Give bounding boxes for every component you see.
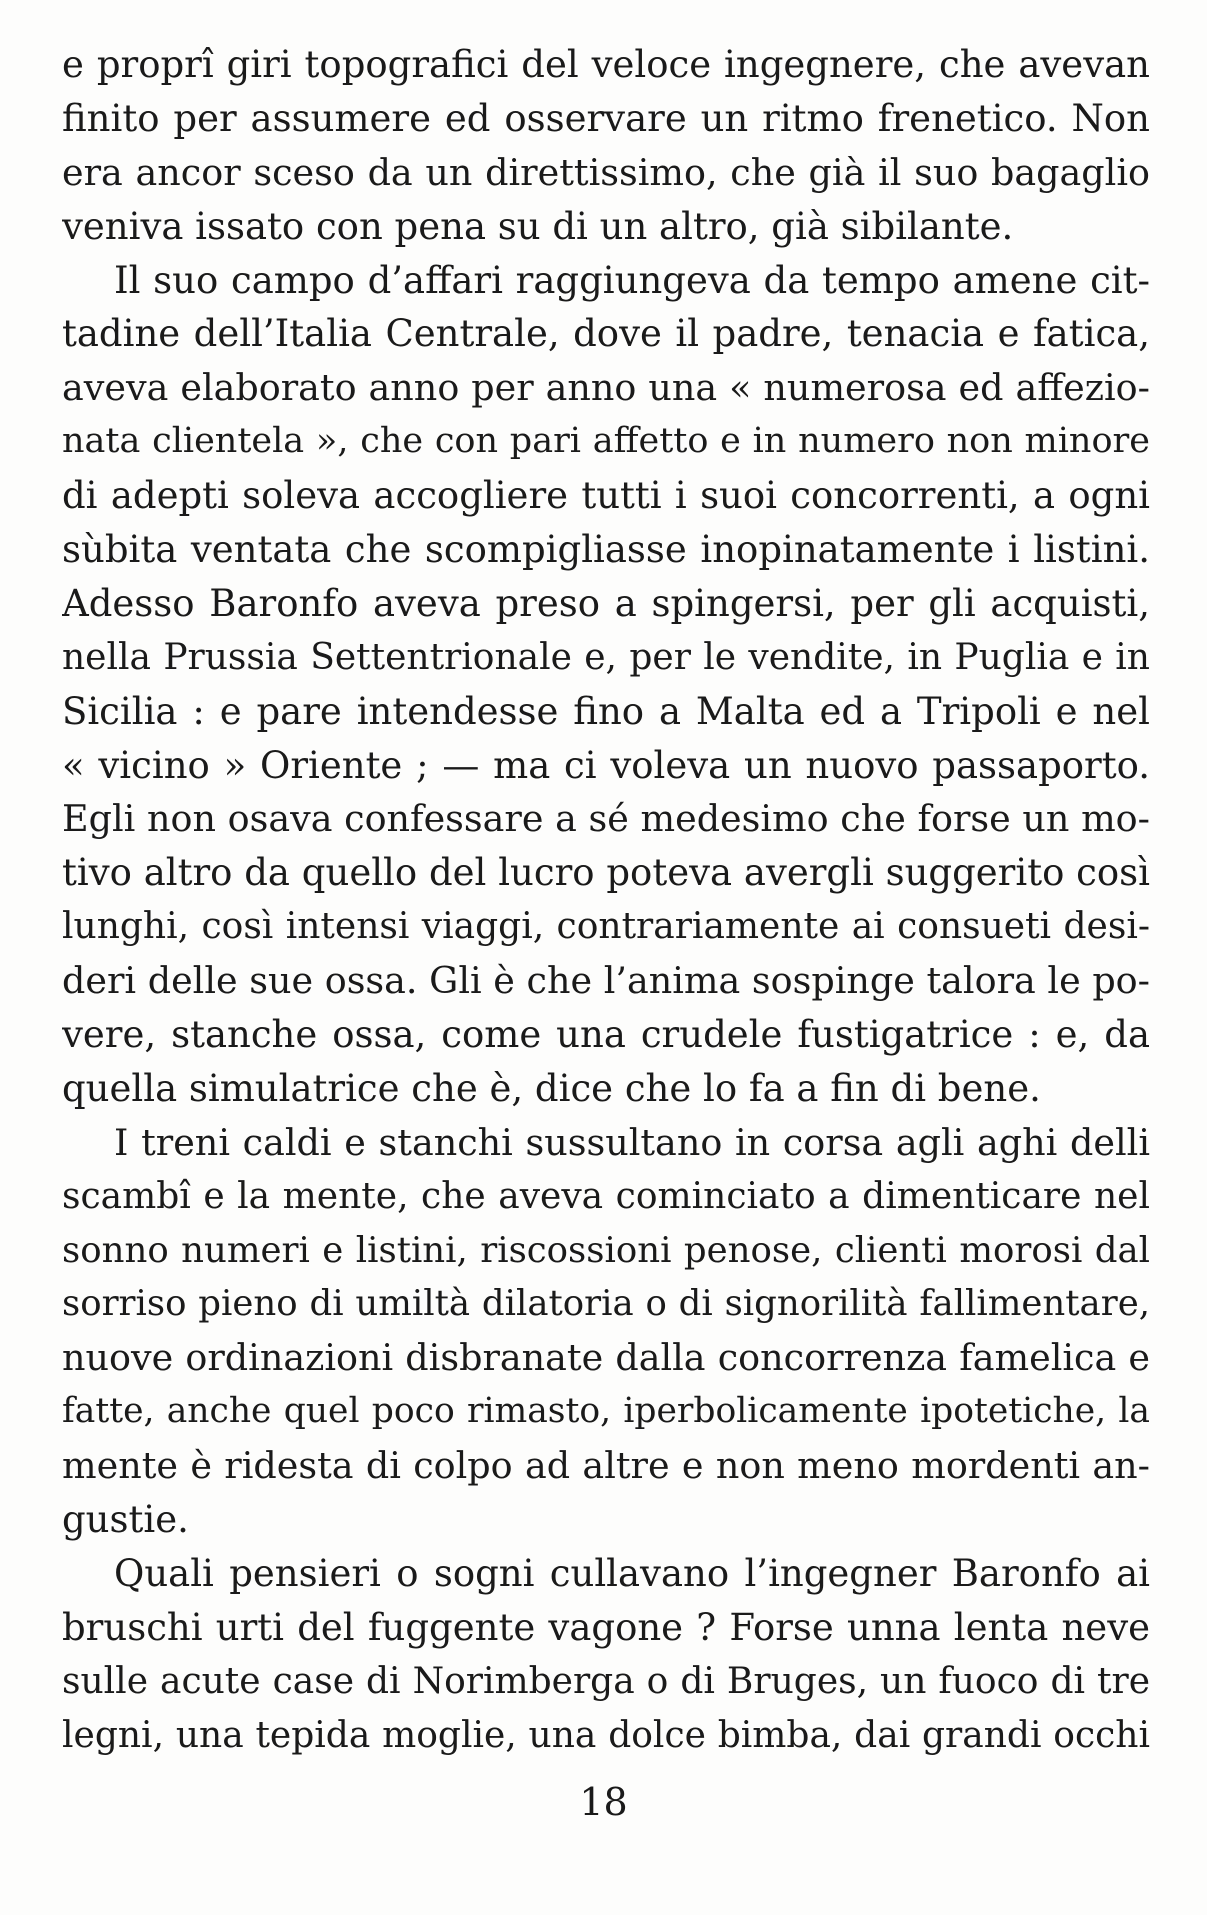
text-line: Sicilia : e pare intendesse fino a Malta ed a Tripoli e nel: [62, 689, 1150, 733]
text-line: scambî e la mente, che aveva cominciato a dimenticare nel: [62, 1175, 1150, 1217]
text-line: « vicino » Oriente ; — ma ci voleva un nuovo passaporto.: [62, 743, 1150, 787]
text-line: aveva elaborato anno per anno una « numerosa ed affezio-: [62, 366, 1150, 410]
text-line: bruschi urti del fuggente vagone ? Forse unna lenta neve: [62, 1605, 1150, 1649]
text-line: nuove ordinazioni disbranate dalla concorrenza famelica e: [62, 1336, 1150, 1380]
text-line: Il suo campo d’affari raggiungeva da tempo amene cit-: [114, 258, 1150, 302]
text-line: sùbita ventata che scompigliasse inopinatamente i listini.: [62, 528, 1150, 572]
text-line: nata clientela », che con pari affetto e in numero non minore: [62, 421, 1150, 462]
text-line: I treni caldi e stanchi sussultano in corsa agli aghi delli: [114, 1120, 1150, 1164]
page-number: 18: [579, 1780, 628, 1824]
text-line: legni, una tepida moglie, una dolce bimba, dai grandi occhi: [62, 1714, 1150, 1756]
text-line: deri delle sue ossa. Gli è che l’anima sospinge talora le po-: [62, 959, 1150, 1003]
text-line: vere, stanche ossa, come una crudele fustigatrice : e, da: [62, 1013, 1150, 1057]
text-line: Adesso Baronfo aveva preso a spingersi, per gli acquisti,: [62, 581, 1150, 625]
text-line: veniva issato con pena su di un altro, già sibilante.: [62, 204, 1014, 248]
text-line: Quali pensieri o sogni cullavano l’ingegner Baronfo ai: [114, 1551, 1150, 1595]
text-line: fatte, anche quel poco rimasto, iperbolicamente ipotetiche, la: [62, 1391, 1150, 1432]
text-line: nella Prussia Settentrionale e, per le vendite, in Puglia e in: [62, 636, 1150, 678]
text-line: di adepti soleva accogliere tutti i suoi concorrenti, a ogni: [62, 474, 1150, 518]
text-line: quella simulatrice che è, dice che lo fa a fin di bene.: [62, 1066, 1041, 1110]
text-line: tivo altro da quello del lucro poteva avergli suggerito così: [62, 851, 1150, 895]
text-line: Egli non osava confessare a sé medesimo che forse un mo-: [62, 797, 1150, 841]
text-line: sonno numeri e listini, riscossioni penose, clienti morosi dal: [62, 1229, 1150, 1271]
text-line: gustie.: [62, 1498, 189, 1542]
text-line: lunghi, così intensi viaggi, contrariamente ai consueti desi-: [62, 906, 1150, 948]
text-line: e proprî giri topografici del veloce ingegnere, che avevan: [62, 43, 1150, 86]
text-line: era ancor sceso da un direttissimo, che già il suo bagaglio: [62, 150, 1150, 194]
text-line: mente è ridesta di colpo ad altre e non meno mordenti an-: [62, 1444, 1150, 1488]
text-line: sulle acute case di Norimberga o di Bruges, un fuoco di tre: [62, 1660, 1150, 1702]
text-line: tadine dell’Italia Centrale, dove il padre, tenacia e fatica,: [62, 312, 1150, 356]
body-text: [62, 38, 1150, 1763]
text-line: finito per assumere ed osservare un ritmo frenetico. Non: [62, 96, 1150, 140]
text-line: sorriso pieno di umiltà dilatoria o di signorilità fallimentare,: [62, 1283, 1150, 1325]
